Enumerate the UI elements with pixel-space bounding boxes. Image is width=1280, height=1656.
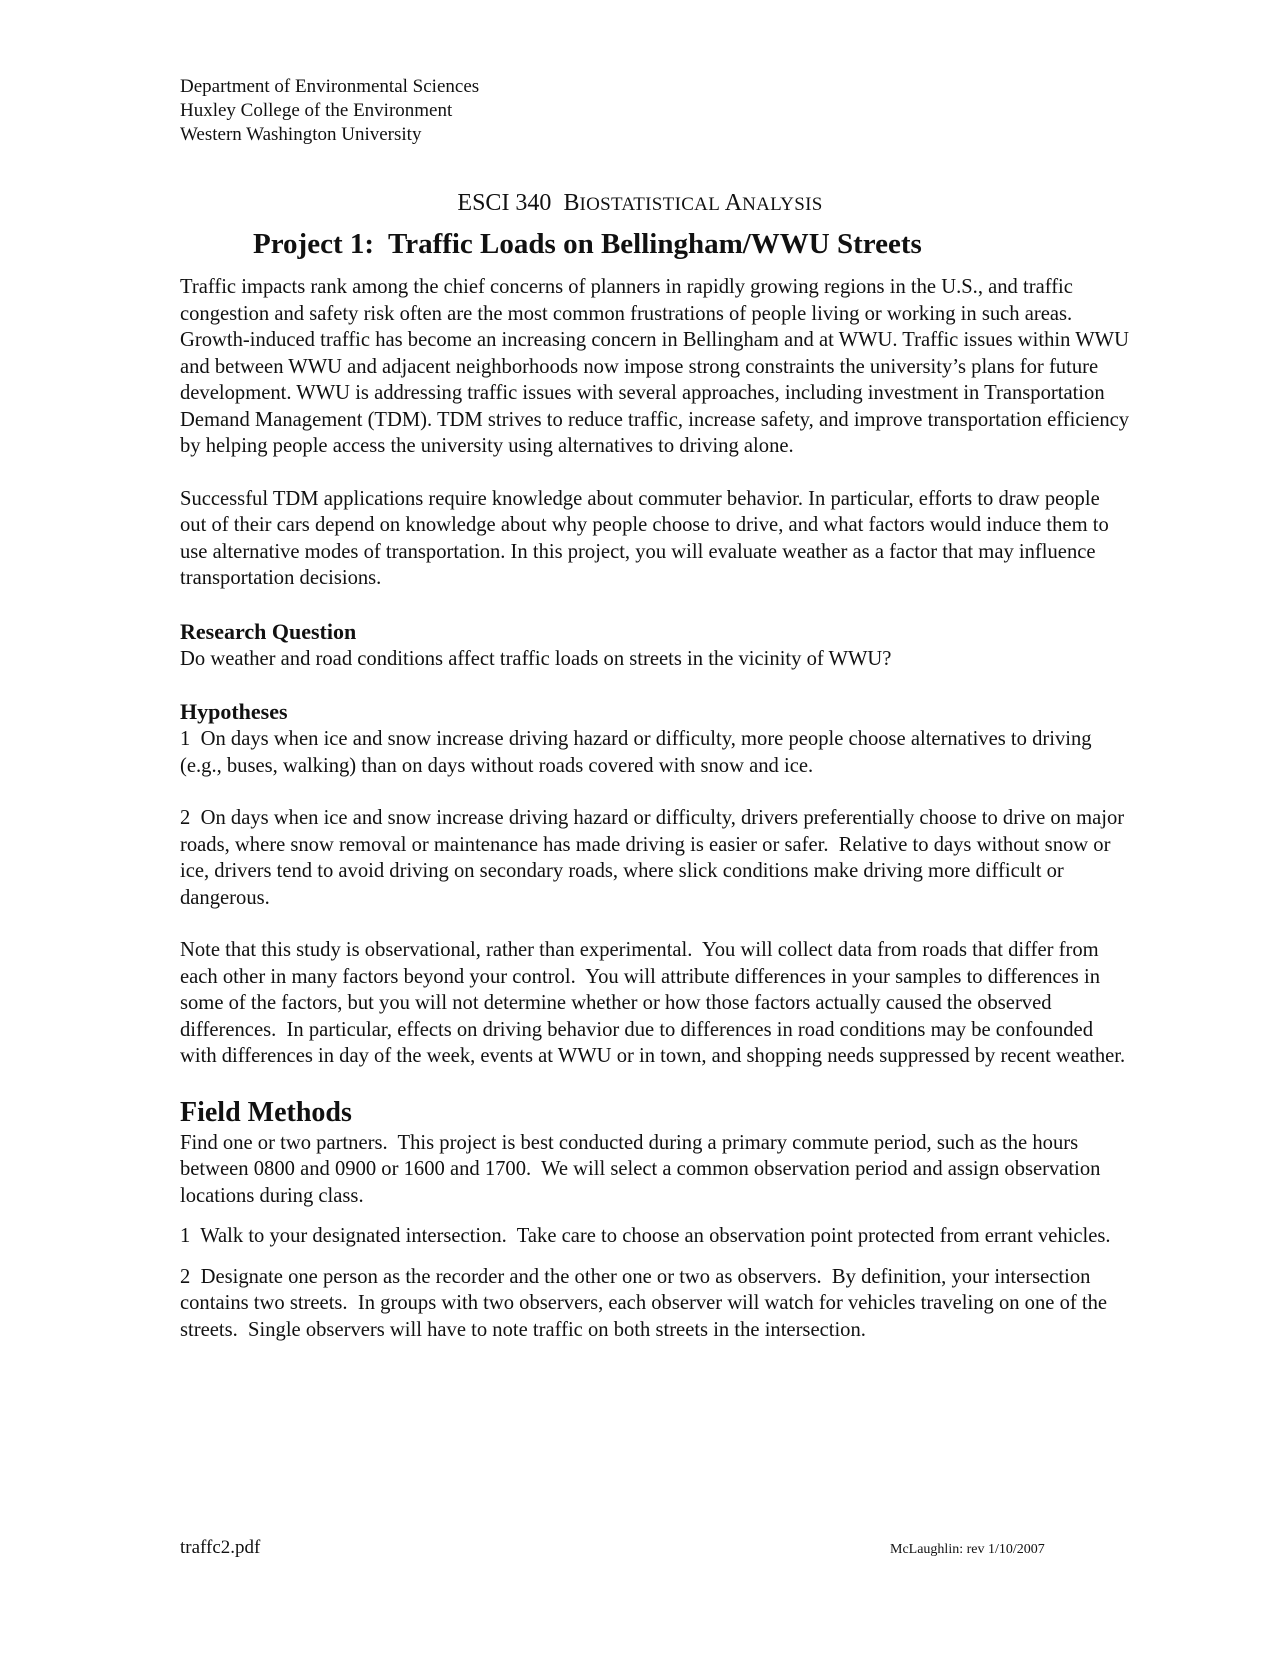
course-title-b-rest: IOSTATISTICAL [579,194,721,215]
observational-note: Note that this study is observational, rather than experimental. You will collect data from roads that differ from each other in many factors beyond your control. You will attribute differences in your samples to differences in some of the factors, but you will not determine whether or how those factors actually caused the observed differences. In particular, effects on driving behavior due to differences in road conditions may be confounded with differences in day of the week, events at WWU or in town, and shopping needs suppressed by recent weather. [180,939,1126,1067]
footer-filename: traffc2.pdf [180,1537,261,1558]
institution-header [180,75,479,147]
course-code: ESCI 340 [457,190,552,216]
field-methods-heading: Field Methods [180,1096,352,1128]
intro-paragraph-1: Traffic impacts rank among the chief concerns of planners in rapidly growing regions in the U.S., and traffic congestion and safety risk often are the most common frustrations of people living or working in such areas. Growth-induced traffic has become an increasing concern in Bellingham and at WWU. Traffic issues within WWU and between WWU and adjacent neighborhoods now impose strong constraints the university’s plans for future development. WWU is addressing traffic issues with several approaches, including investment in Transportation Demand Management (TDM). TDM strives to reduce traffic, increase safety, and improve transportation efficiency by helping people access the university using alternatives to driving alone. [180,276,1130,457]
project-title: Project 1: Traffic Loads on Bellingham/WWU Streets [253,228,922,260]
course-title [0,188,1280,220]
footer-revision: McLaughlin: rev 1/10/2007 [890,1542,1045,1557]
field-methods-step-2: 2 Designate one person as the recorder and the other one or two as observers. By definition, your intersection contains two streets. In groups with two observers, each observer will watch for vehicles traveling on one of the streets. Single observers will have to note traffic on both streets in the intersection. [180,1265,1113,1341]
field-methods-step-1: 1 Walk to your designated intersection. Take care to choose an observation point protected from errant vehicles. [180,1225,1111,1247]
intro-paragraph-2: Successful TDM applications require knowledge about commuter behavior. In particular, efforts to draw people out of their cars depend on knowledge about why people choose to drive, and what factors would induce them to use alternative modes of transportation. In this project, you will evaluate weather as a factor that may influence transportation decisions. [180,487,1109,589]
document-body [180,274,1130,1343]
course-title-b-cap: B [563,190,580,216]
hypotheses-heading: Hypotheses [180,699,288,724]
department-line: Department of Environmental Sciences [180,76,480,97]
course-title-a-cap: A [724,190,743,216]
hypothesis-1: 1 On days when ice and snow increase driving hazard or difficulty, more people choose alternatives to driving (e.g., buses, walking) than on days without roads covered with snow and ice. [180,728,1097,777]
hypothesis-2: 2 On days when ice and snow increase driving hazard or difficulty, drivers preferentially choose to drive on major roads, where snow removal or maintenance has made driving is easier or safer. Relative to days without snow or ice, drivers tend to avoid driving on secondary roads, where slick conditions make driving more difficult or dangerous. [180,807,1130,909]
university-line: Western Washington University [180,124,422,145]
field-methods-intro: Find one or two partners. This project is best conducted during a primary commute period, such as the hours between 0800 and 0900 or 1600 and 1700. We will select a common observation period and assign observation locations during class. [180,1131,1106,1207]
college-line: Huxley College of the Environment [180,100,453,121]
research-question-text: Do weather and road conditions affect traffic loads on streets in the vicinity of WWU? [180,647,892,670]
course-title-a-rest: NALYSIS [742,194,823,215]
research-question-heading: Research Question [180,618,357,644]
